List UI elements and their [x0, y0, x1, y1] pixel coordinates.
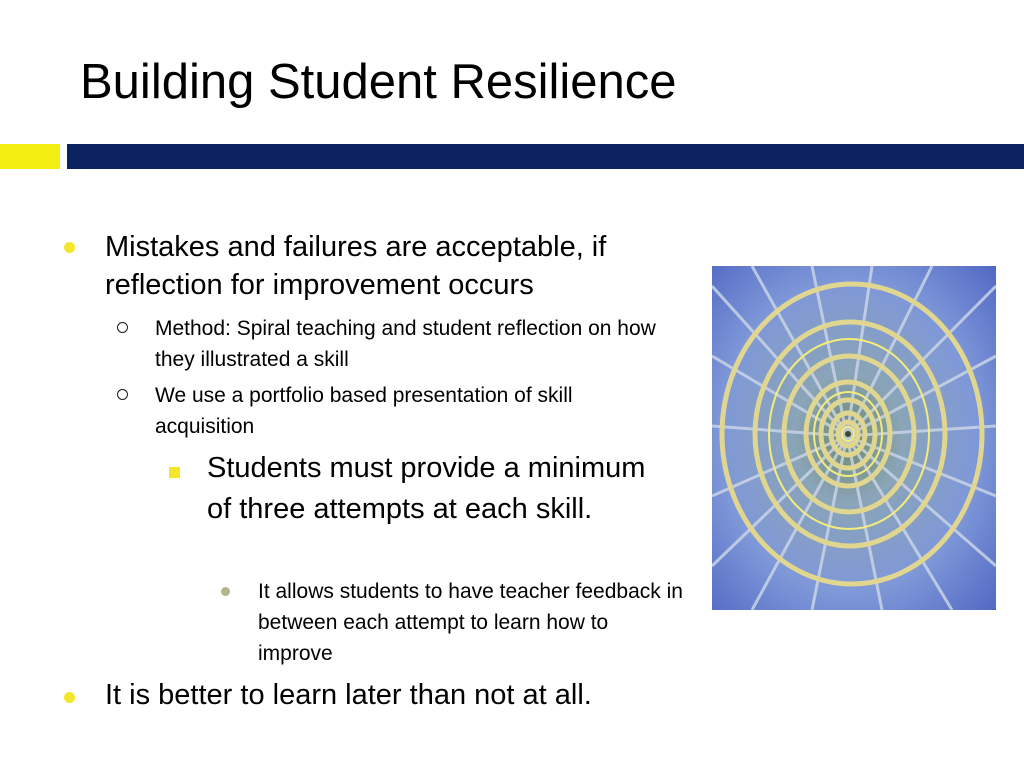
bullet-dot-icon: [64, 692, 75, 703]
bullet-level2: We use a portfolio based presentation of skill acquisition: [155, 384, 573, 438]
spiral-staircase-photo: [712, 266, 996, 610]
bullet-level4: It allows students to have teacher feedback in between each attempt to learn how to improve: [258, 580, 683, 665]
bullet-dot-icon: [64, 242, 75, 253]
spiral-staircase-icon: [712, 266, 996, 610]
title-accent-bar-navy: [67, 144, 1024, 169]
slide-title: Building Student Resilience: [80, 55, 677, 109]
bullet-circle-icon: [117, 389, 128, 400]
bullet-level1: It is better to learn later than not at all.: [105, 679, 592, 711]
bullet-square-icon: [169, 467, 180, 478]
bullet-level2: Method: Spiral teaching and student reflection on how they illustrated a skill: [155, 317, 656, 371]
title-accent-bar-yellow: [0, 144, 60, 169]
bullet-grey-dot-icon: [221, 587, 230, 596]
bullet-level1: Mistakes and failures are acceptable, if reflection for improvement occurs: [105, 231, 607, 301]
bullet-level3: Students must provide a minimum of three attempts at each skill.: [207, 452, 646, 525]
bullet-circle-icon: [117, 322, 128, 333]
